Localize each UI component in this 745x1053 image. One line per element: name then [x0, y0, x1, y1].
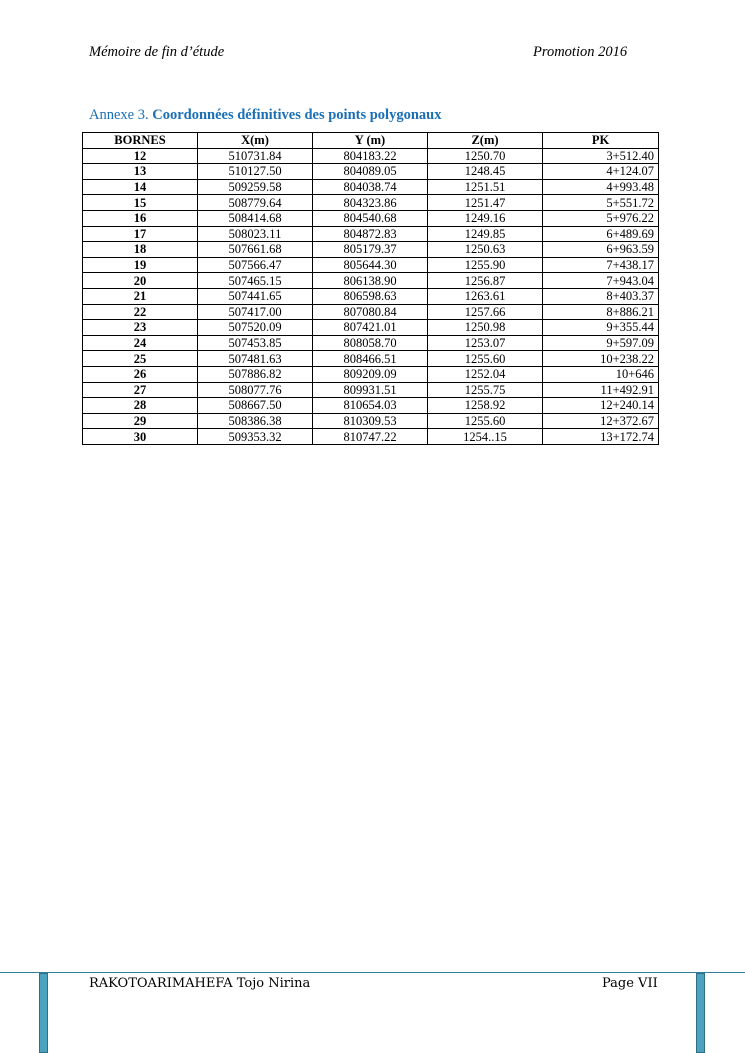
cell-z: 1250.63: [428, 242, 543, 258]
cell-z: 1250.98: [428, 320, 543, 336]
table-row: [83, 335, 659, 351]
cell-pk: 9+355.44: [543, 320, 659, 336]
cell-pk: 6+489.69: [543, 226, 659, 242]
cell-z: 1255.60: [428, 413, 543, 429]
cell-pk: 7+943.04: [543, 273, 659, 289]
footer-author: RAKOTOARIMAHEFA Tojo Nirina: [89, 976, 311, 991]
cell-x: 507441.65: [198, 288, 313, 304]
table-row: [83, 195, 659, 211]
cell-borne: 12: [83, 148, 198, 164]
cell-pk: 8+403.37: [543, 288, 659, 304]
cell-x: 509259.58: [198, 179, 313, 195]
cell-z: 1263.61: [428, 288, 543, 304]
cell-x: 507886.82: [198, 366, 313, 382]
table-row: [83, 398, 659, 414]
column-header-pk: PK: [543, 133, 659, 149]
cell-pk: 3+512.40: [543, 148, 659, 164]
cell-z: 1255.60: [428, 351, 543, 367]
cell-z: 1254..15: [428, 429, 543, 445]
table-row: [83, 382, 659, 398]
cell-borne: 23: [83, 320, 198, 336]
cell-borne: 25: [83, 351, 198, 367]
cell-y: 808058.70: [313, 335, 428, 351]
table-row: [83, 148, 659, 164]
cell-y: 804183.22: [313, 148, 428, 164]
cell-x: 507417.00: [198, 304, 313, 320]
cell-borne: 18: [83, 242, 198, 258]
cell-borne: 24: [83, 335, 198, 351]
footer-page-number: Page VII: [602, 976, 658, 991]
cell-z: 1251.47: [428, 195, 543, 211]
footer-divider: [0, 972, 745, 973]
cell-y: 810309.53: [313, 413, 428, 429]
cell-z: 1258.92: [428, 398, 543, 414]
cell-pk: 13+172.74: [543, 429, 659, 445]
cell-x: 507465.15: [198, 273, 313, 289]
cell-z: 1255.90: [428, 257, 543, 273]
column-header-bornes: BORNES: [83, 133, 198, 149]
cell-z: 1250.70: [428, 148, 543, 164]
annex-title-prefix: Annexe 3.: [89, 107, 153, 123]
cell-y: 804872.83: [313, 226, 428, 242]
cell-y: 805644.30: [313, 257, 428, 273]
cell-pk: 6+963.59: [543, 242, 659, 258]
annex-title: [89, 107, 441, 124]
cell-x: 507481.63: [198, 351, 313, 367]
cell-y: 810747.22: [313, 429, 428, 445]
cell-y: 804089.05: [313, 164, 428, 180]
cell-borne: 27: [83, 382, 198, 398]
table-row: [83, 288, 659, 304]
cell-x: 509353.32: [198, 429, 313, 445]
table-row: [83, 304, 659, 320]
table-header-row: [83, 133, 659, 149]
cell-z: 1249.16: [428, 210, 543, 226]
cell-y: 809209.09: [313, 366, 428, 382]
cell-x: 508414.68: [198, 210, 313, 226]
table-row: [83, 351, 659, 367]
cell-borne: 26: [83, 366, 198, 382]
cell-borne: 20: [83, 273, 198, 289]
column-header-z: Z(m): [428, 133, 543, 149]
table-row: [83, 226, 659, 242]
cell-y: 804540.68: [313, 210, 428, 226]
cell-y: 807421.01: [313, 320, 428, 336]
header-promotion: Promotion 2016: [533, 44, 628, 60]
cell-x: 510127.50: [198, 164, 313, 180]
cell-z: 1255.75: [428, 382, 543, 398]
cell-pk: 12+240.14: [543, 398, 659, 414]
footer-right-bar: [696, 973, 705, 1053]
cell-z: 1248.45: [428, 164, 543, 180]
cell-pk: 11+492.91: [543, 382, 659, 398]
header-document-title: Mémoire de fin d’étude: [89, 44, 225, 60]
cell-pk: 12+372.67: [543, 413, 659, 429]
cell-y: 809931.51: [313, 382, 428, 398]
cell-borne: 17: [83, 226, 198, 242]
cell-borne: 15: [83, 195, 198, 211]
cell-z: 1252.04: [428, 366, 543, 382]
cell-y: 806598.63: [313, 288, 428, 304]
table-row: [83, 273, 659, 289]
cell-borne: 21: [83, 288, 198, 304]
cell-borne: 30: [83, 429, 198, 445]
cell-z: 1256.87: [428, 273, 543, 289]
cell-x: 508023.11: [198, 226, 313, 242]
cell-y: 808466.51: [313, 351, 428, 367]
cell-borne: 28: [83, 398, 198, 414]
cell-borne: 22: [83, 304, 198, 320]
cell-pk: 8+886.21: [543, 304, 659, 320]
annex-title-main: Coordonnées définitives des points polygonaux: [152, 107, 442, 123]
cell-borne: 29: [83, 413, 198, 429]
table-row: [83, 257, 659, 273]
cell-borne: 19: [83, 257, 198, 273]
cell-y: 807080.84: [313, 304, 428, 320]
coordinates-table: [82, 132, 659, 445]
cell-x: 508386.38: [198, 413, 313, 429]
cell-pk: 4+993.48: [543, 179, 659, 195]
cell-x: 508779.64: [198, 195, 313, 211]
cell-x: 507453.85: [198, 335, 313, 351]
cell-z: 1257.66: [428, 304, 543, 320]
footer-left-bar: [39, 973, 48, 1053]
cell-pk: 10+646: [543, 366, 659, 382]
cell-x: 508077.76: [198, 382, 313, 398]
cell-y: 804323.86: [313, 195, 428, 211]
cell-x: 507566.47: [198, 257, 313, 273]
table-row: [83, 413, 659, 429]
cell-z: 1251.51: [428, 179, 543, 195]
cell-x: 507520.09: [198, 320, 313, 336]
cell-pk: 5+976.22: [543, 210, 659, 226]
cell-y: 810654.03: [313, 398, 428, 414]
table-row: [83, 179, 659, 195]
cell-z: 1249.85: [428, 226, 543, 242]
cell-y: 805179.37: [313, 242, 428, 258]
table-row: [83, 366, 659, 382]
cell-pk: 9+597.09: [543, 335, 659, 351]
cell-borne: 13: [83, 164, 198, 180]
table-body: [83, 148, 659, 444]
table-row: [83, 429, 659, 445]
cell-x: 510731.84: [198, 148, 313, 164]
cell-y: 806138.90: [313, 273, 428, 289]
cell-y: 804038.74: [313, 179, 428, 195]
column-header-y: Y (m): [313, 133, 428, 149]
table-row: [83, 242, 659, 258]
column-header-x: X(m): [198, 133, 313, 149]
table-row: [83, 164, 659, 180]
cell-z: 1253.07: [428, 335, 543, 351]
cell-pk: 4+124.07: [543, 164, 659, 180]
cell-x: 508667.50: [198, 398, 313, 414]
cell-borne: 16: [83, 210, 198, 226]
cell-pk: 7+438.17: [543, 257, 659, 273]
table-row: [83, 320, 659, 336]
cell-borne: 14: [83, 179, 198, 195]
table-row: [83, 210, 659, 226]
cell-pk: 5+551.72: [543, 195, 659, 211]
cell-x: 507661.68: [198, 242, 313, 258]
cell-pk: 10+238.22: [543, 351, 659, 367]
